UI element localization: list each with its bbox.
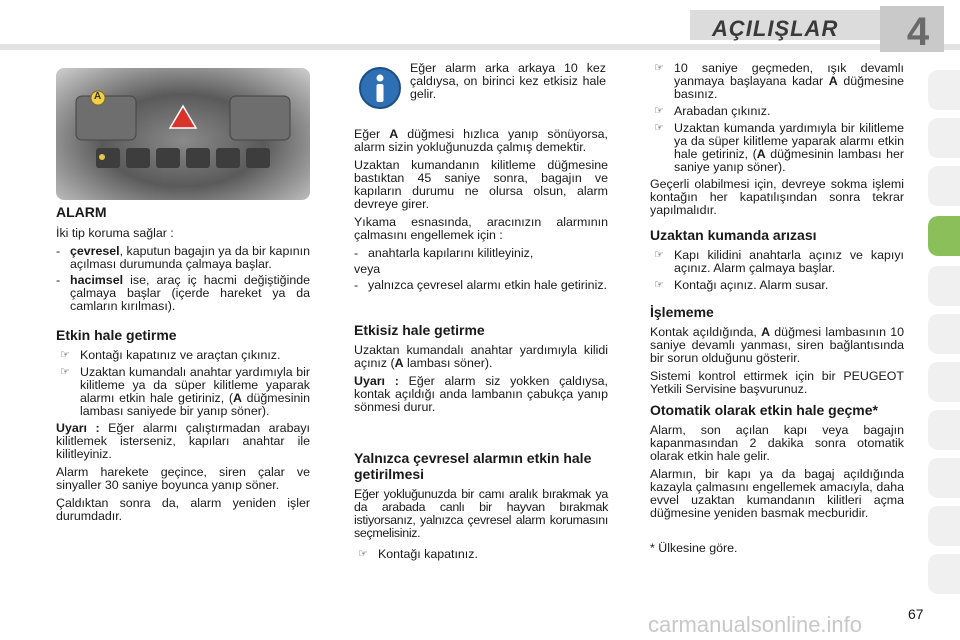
list-item: - anahtarla kapılarını kilitleyiniz, [354,246,534,260]
pointer-icon: ☞ [60,349,70,361]
chapter-number: 4 [906,10,930,54]
paragraph: Çaldıktan sonra da, alarm yeniden işler durumdadır. [56,496,310,523]
side-tab-active [928,216,960,256]
pointer-icon: ☞ [654,249,664,261]
list-item: ☞ Kontağı açınız. Alarm susar. [654,278,829,292]
side-tab-2 [928,118,960,158]
list-item: ☞ Uzaktan kumanda yardımıyla bir kilitleme ya da süper kilitleme yaparak alarmı etkin hale getiriniz, (A düğmesinin lambası her saniye yanıp söner). [654,121,904,174]
heading-otomatik: Otomatik olarak etkin hale geçme* [650,402,878,418]
heading-ariza: Uzaktan kumanda arızası [650,227,817,243]
list-item: ☞ Uzaktan kumandalı anahtar yardımıyla bir kilitleme ya da süper kilitleme yaparak alarmı etkin hale getiriniz, (A düğmesinin lambası saniyede bir yanıp söner). [60,365,310,418]
heading-islememe: İşlememe [650,304,714,320]
list-item: ☞ 10 saniye geçmeden, ışık devamlı yanmaya başlayana kadar A düğmesine basınız. [654,61,905,101]
alarm-intro: İki tip koruma sağlar : [56,226,174,240]
side-tab-11 [928,554,960,594]
dashboard-illustration [56,68,310,200]
list-item: ☞ Kontağı kapatınız. [358,547,478,561]
section-title-alarm: ALARM [56,204,107,220]
heading-etkin: Etkin hale getirme [56,327,177,343]
list-item: ☞ Arabadan çıkınız. [654,104,771,118]
paragraph: Geçerli olabilmesi için, devreye sokma işlemi kontağın her kapatılışından sonra tekrar yapılmalıdır. [650,177,904,217]
side-tab-9 [928,458,960,498]
page-number: 67 [908,606,924,622]
dash-bullet: - [56,244,61,258]
dash-bullet: - [56,273,61,287]
pointer-icon: ☞ [654,62,664,74]
page-title: AÇILIŞLAR [712,16,839,41]
list-item: - çevresel, kaputun bagajın ya da bir kapının açılması durumunda çalmaya başlar. [56,244,310,271]
uyari-note: Uyarı : Eğer alarmı çalıştırmadan arabayı kilitlemek isterseniz, kapıları anahtar ile kilitleyiniz. [56,421,310,461]
info-text: Eğer alarm arka arkaya 10 kez çaldıysa, on birinci kez etkisiz hale gelir. [410,61,606,101]
list-item: ☞ Kontağı kapatınız ve araçtan çıkınız. [60,348,281,362]
column-3 [650,62,904,560]
paragraph: Sistemi kontrol ettirmek için bir PEUGEOT Yetkili Servisine başvurunuz. [650,369,904,396]
veya-text: veya [354,262,381,276]
dash-bullet: - [354,278,359,292]
paragraph: Uzaktan kumandanın kilitleme düğmesine bastıktan 45 saniye sonra, bagajın ve kapıların durumu ne olursa olsun, alarm devreye girer. [354,158,608,211]
footnote: * Ülkesine göre. [650,541,738,555]
pointer-icon: ☞ [654,122,664,134]
paragraph: Alarm, son açılan kapı veya bagajın kapanmasından 2 dakika sonra otomatik olarak etkin hale gelir. [650,423,904,463]
side-tab-7 [928,362,960,402]
paragraph: Kontak açıldığında, A düğmesi lambasının 10 saniye devamlı yanması, siren bağlantısında bir sorun olduğunu gösterir. [650,325,904,365]
paragraph: Eğer A düğmesi hızlıca yanıp sönüyorsa, alarm sizin yokluğunuzda çalmış demektir. [354,127,608,154]
column-1 [56,206,310,528]
page-header [0,0,960,60]
paragraph: Eğer yokluğunuzda bir camı aralık bırakmak ya da arabada canlı bir hayvan bırakmak istiyorsanız, yalnızca çevresel alarm korumasını seçmelisiniz. [354,487,608,540]
paragraph: Alarmın, bir kapı ya da bagaj açıldığında kazayla çalmasını engellemek amacıyla, daha evvel uzaktan kumandanın kilitleri açma düğmesine yeniden basmak mecburidir. [650,467,904,520]
pointer-icon: ☞ [654,105,664,117]
dash-bullet: - [354,246,359,260]
list-item: ☞ Kapı kilidini anahtarla açınız ve kapıyı açınız. Alarm çalmaya başlar. [654,248,904,275]
list-item: - hacimsel ise, araç iç hacmi değiştiğinde çalmaya başlar (içerde hareket ya da camların kırılması). [56,273,310,313]
column-2 [354,128,608,565]
heading-yalnizca: Yalnızca çevresel alarmın etkin hale getirilmesi [354,450,592,482]
pointer-icon: ☞ [654,279,664,291]
side-tab-1 [928,70,960,110]
watermark: carmanualsonline.info [648,612,863,637]
paragraph: Yıkama esnasında, aracınızın alarmının çalmasını engellemek için : [354,215,608,242]
side-tab-6 [928,314,960,354]
info-box [354,60,608,116]
paragraph: Alarm harekete geçince, siren çalar ve sinyaller 30 saniye boyunca yanıp söner. [56,465,310,492]
pointer-icon: ☞ [60,366,70,378]
paragraph: Uzaktan kumandalı anahtar yardımıyla kilidi açınız (A lambası söner). [354,343,608,370]
pointer-icon: ☞ [358,548,368,560]
side-tab-3 [928,166,960,206]
heading-etkisiz: Etkisiz hale getirme [354,322,485,338]
list-item: - yalnızca çevresel alarmı etkin hale getiriniz. [354,278,607,292]
side-tab-8 [928,410,960,450]
dashboard-photo [56,68,310,200]
uyari-note: Uyarı : Eğer alarm siz yokken çaldıysa, kontak açıldığı anda lambanın çabukça yanıp sönmesi durur. [354,374,608,414]
photo-label-a: A [94,91,102,102]
side-tab-5 [928,266,960,306]
side-tab-10 [928,506,960,546]
info-icon [358,66,402,110]
